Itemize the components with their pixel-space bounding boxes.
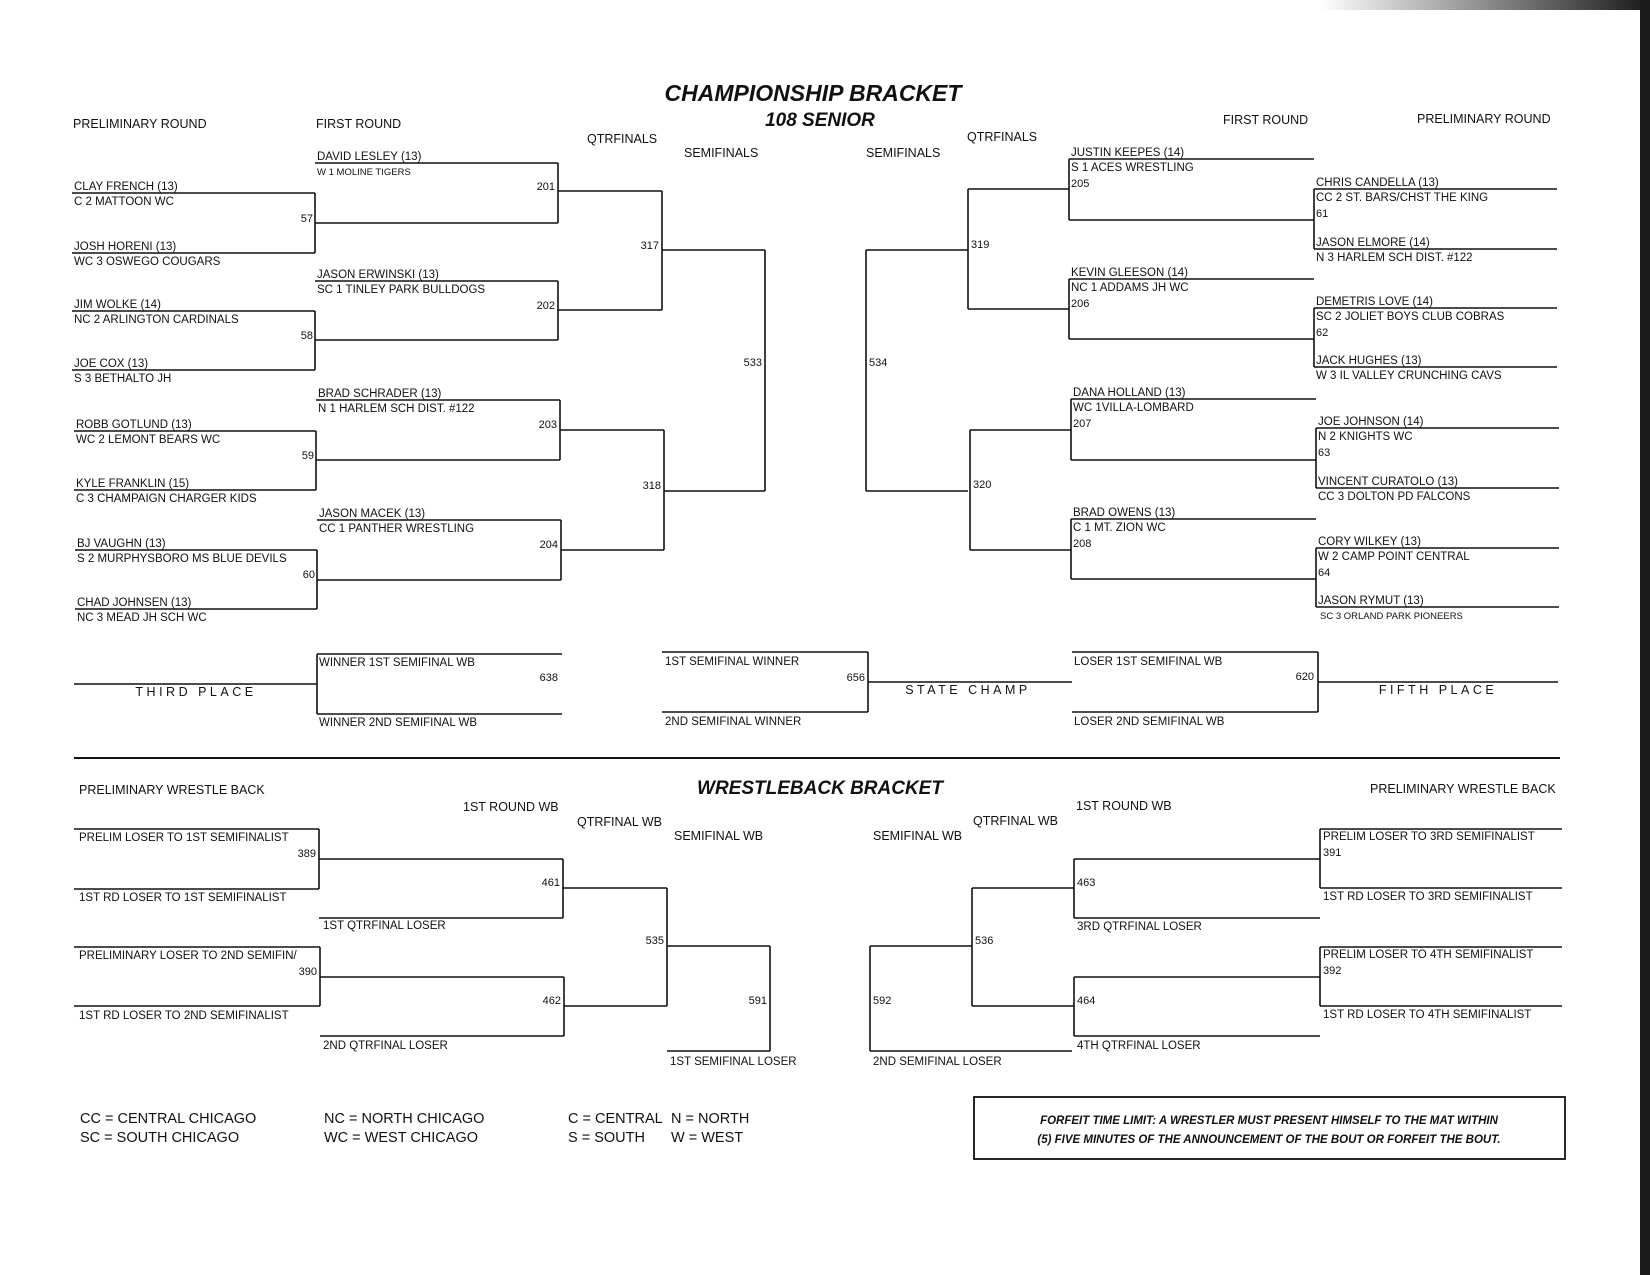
left-qtr-semi-lines <box>558 191 765 550</box>
right-prelim-4-team: W 3 IL VALLEY CRUNCHING CAVS <box>1316 370 1502 382</box>
wb-left-semifinal-label: SEMIFINAL WB <box>674 829 764 843</box>
bout-317: 317 <box>640 240 659 252</box>
left-prelim-5-name: ROBB GOTLUND (13) <box>76 419 192 431</box>
left-prelim-3-name: JIM WOLKE (14) <box>74 299 161 311</box>
bout-202: 202 <box>536 300 555 312</box>
right-seed-2-team: NC 1 ADDAMS JH WC <box>1071 282 1189 294</box>
bout-591: 591 <box>748 995 767 1007</box>
right-prelim-6-name: VINCENT CURATOLO (13) <box>1318 476 1458 488</box>
right-seed-1-name: JUSTIN KEEPES (14) <box>1071 147 1185 159</box>
left-prelim-3-team: NC 2 ARLINGTON CARDINALS <box>74 314 239 326</box>
bout-638: 638 <box>539 672 558 684</box>
left-prelim-4-name: JOE COX (13) <box>74 358 149 370</box>
bout-320: 320 <box>973 479 992 491</box>
right-prelim-1-name: CHRIS CANDELLA (13) <box>1316 177 1439 189</box>
right-prelim-2-name: JASON ELMORE (14) <box>1316 237 1430 249</box>
bout-201: 201 <box>536 181 555 193</box>
left-qtrfinals-label: QTRFINALS <box>587 132 658 146</box>
wb-left-qtrfinal-label: QTRFINAL WB <box>577 815 662 829</box>
wb-right-qtr-loser-1: 3RD QTRFINAL LOSER <box>1077 921 1202 933</box>
second-semifinal-winner: 2ND SEMIFINAL WINNER <box>665 716 802 728</box>
bout-319: 319 <box>971 239 990 251</box>
placement-lines <box>74 652 1558 714</box>
right-seed-4-name: BRAD OWENS (13) <box>1073 507 1176 519</box>
wb-right-3: PRELIM LOSER TO 4TH SEMIFINALIST <box>1323 949 1534 961</box>
wb-left-3: PRELIMINARY LOSER TO 2ND SEMIFIN/ <box>79 950 297 962</box>
bout-461: 461 <box>541 877 560 889</box>
bout-318: 318 <box>642 480 661 492</box>
right-prelim-3-team: SC 2 JOLIET BOYS CLUB COBRAS <box>1316 311 1505 323</box>
bout-390: 390 <box>298 966 317 978</box>
loser-2nd-semifinal-wb: LOSER 2ND SEMIFINAL WB <box>1074 716 1225 728</box>
winner-1st-semifinal-wb: WINNER 1ST SEMIFINAL WB <box>319 657 475 669</box>
wb-left-semi-loser: 1ST SEMIFINAL LOSER <box>670 1056 797 1068</box>
bout-533: 533 <box>743 357 762 369</box>
legend-sc: SC = SOUTH CHICAGO <box>80 1130 240 1146</box>
left-prelim-1-team: C 2 MATTOON WC <box>74 196 174 208</box>
left-seed-2-team: SC 1 TINLEY PARK BULLDOGS <box>317 284 486 296</box>
left-first-round-label: FIRST ROUND <box>316 117 402 131</box>
right-first-round-label: FIRST ROUND <box>1223 113 1309 127</box>
bracket-title: CHAMPIONSHIP BRACKET <box>664 80 962 106</box>
left-prelim-6-name: KYLE FRANKLIN (15) <box>76 478 190 490</box>
left-seed-2-name: JASON ERWINSKI (13) <box>317 269 439 281</box>
bout-63: 63 <box>1318 447 1331 459</box>
bout-62: 62 <box>1316 327 1329 339</box>
loser-1st-semifinal-wb: LOSER 1ST SEMIFINAL WB <box>1074 656 1223 668</box>
wb-left-1: PRELIM LOSER TO 1ST SEMIFINALIST <box>79 832 289 844</box>
right-seed-3-name: DANA HOLLAND (13) <box>1073 387 1186 399</box>
left-prelim-2-name: JOSH HORENI (13) <box>74 241 177 253</box>
wb-right-4: 1ST RD LOSER TO 4TH SEMIFINALIST <box>1323 1009 1532 1021</box>
legend-c: C = CENTRAL <box>568 1111 663 1127</box>
right-prelim-1-team: CC 2 ST. BARS/CHST THE KING <box>1316 192 1489 204</box>
right-seed-1-team: S 1 ACES WRESTLING <box>1071 162 1194 174</box>
right-prelim-7-team: W 2 CAMP POINT CENTRAL <box>1318 551 1470 563</box>
bout-464: 464 <box>1077 995 1096 1007</box>
bout-58: 58 <box>300 330 313 342</box>
bout-463: 463 <box>1077 877 1096 889</box>
bout-208: 208 <box>1073 538 1092 550</box>
wb-left-4: 1ST RD LOSER TO 2ND SEMIFINALIST <box>79 1010 289 1022</box>
right-prelim-round-label: PRELIMINARY ROUND <box>1417 112 1551 126</box>
wb-right-first-round-label: 1ST ROUND WB <box>1076 799 1172 813</box>
bout-536: 536 <box>975 935 994 947</box>
left-seed-3-name: BRAD SCHRADER (13) <box>318 388 442 400</box>
wb-right-semi-loser: 2ND SEMIFINAL LOSER <box>873 1056 1002 1068</box>
right-prelim-5-name: JOE JOHNSON (14) <box>1318 416 1424 428</box>
wb-right-1: PRELIM LOSER TO 3RD SEMIFINALIST <box>1323 831 1535 843</box>
wb-right-qtr-loser-2: 4TH QTRFINAL LOSER <box>1077 1040 1201 1052</box>
right-semi-qtr-lines <box>866 189 1071 550</box>
wb-left-2: 1ST RD LOSER TO 1ST SEMIFINALIST <box>79 892 287 904</box>
right-prelim-2-team: N 3 HARLEM SCH DIST. #122 <box>1316 252 1473 264</box>
bout-59: 59 <box>301 450 314 462</box>
left-prelim-4-team: S 3 BETHALTO JH <box>74 373 172 385</box>
first-semifinal-winner: 1ST SEMIFINAL WINNER <box>665 656 800 668</box>
wb-right-qtrfinal-label: QTRFINAL WB <box>973 814 1058 828</box>
wb-left-prelim-label: PRELIMINARY WRESTLE BACK <box>79 783 265 797</box>
right-prelim-6-team: CC 3 DOLTON PD FALCONS <box>1318 491 1471 503</box>
bout-60: 60 <box>302 569 315 581</box>
left-seed-4-name: JASON MACEK (13) <box>319 508 426 520</box>
bout-57: 57 <box>300 213 313 225</box>
right-qtrfinals-label: QTRFINALS <box>967 130 1038 144</box>
left-prelim-7-team: S 2 MURPHYSBORO MS BLUE DEVILS <box>77 553 287 565</box>
bout-203: 203 <box>538 419 557 431</box>
bout-64: 64 <box>1318 567 1331 579</box>
bout-61: 61 <box>1316 208 1329 220</box>
legend-wc: WC = WEST CHICAGO <box>324 1130 479 1146</box>
wb-left-qtr-loser-2: 2ND QTRFINAL LOSER <box>323 1040 448 1052</box>
right-prelim-8-name: JASON RYMUT (13) <box>1318 595 1424 607</box>
third-place-label: THIRD PLACE <box>135 685 257 699</box>
left-prelim-5-team: WC 2 LEMONT BEARS WC <box>76 434 221 446</box>
bout-592: 592 <box>873 995 892 1007</box>
winner-2nd-semifinal-wb: WINNER 2ND SEMIFINAL WB <box>319 717 478 729</box>
legend-cc: CC = CENTRAL CHICAGO <box>80 1111 257 1127</box>
right-prelim-3-name: DEMETRIS LOVE (14) <box>1316 296 1433 308</box>
right-prelim-4-name: JACK HUGHES (13) <box>1316 355 1422 367</box>
wrestleback-title: WRESTLEBACK BRACKET <box>697 778 943 799</box>
bout-206: 206 <box>1071 298 1090 310</box>
left-semifinals-label: SEMIFINALS <box>684 146 759 160</box>
legend-s: S = SOUTH <box>568 1130 645 1146</box>
bout-391: 391 <box>1323 847 1342 859</box>
right-prelim-5-team: N 2 KNIGHTS WC <box>1318 431 1413 443</box>
right-seed-4-team: C 1 MT. ZION WC <box>1073 522 1166 534</box>
state-champ-label: STATE CHAMP <box>905 683 1031 697</box>
left-seed-3-team: N 1 HARLEM SCH DIST. #122 <box>318 403 475 415</box>
wb-left-first-round-label: 1ST ROUND WB <box>463 800 559 814</box>
left-seed-1-team: W 1 MOLINE TIGERS <box>317 167 411 178</box>
left-prelim-1-name: CLAY FRENCH (13) <box>74 181 178 193</box>
forfeit-notice-line-2: (5) FIVE MINUTES OF THE ANNOUNCEMENT OF THE BOUT OR FORFEIT THE BOUT. <box>1037 1134 1501 1146</box>
bout-462: 462 <box>542 995 561 1007</box>
right-prelim-7-name: CORY WILKEY (13) <box>1318 536 1421 548</box>
bout-620: 620 <box>1295 671 1314 683</box>
weight-class-title: 108 SENIOR <box>765 110 875 131</box>
left-prelim-8-name: CHAD JOHNSEN (13) <box>77 597 192 609</box>
legend-w: W = WEST <box>671 1130 744 1146</box>
right-seed-2-name: KEVIN GLEESON (14) <box>1071 267 1188 279</box>
bout-392: 392 <box>1323 965 1342 977</box>
left-seed-4-team: CC 1 PANTHER WRESTLING <box>319 523 475 535</box>
bout-207: 207 <box>1073 418 1092 430</box>
bout-389: 389 <box>297 848 316 860</box>
legend-nc: NC = NORTH CHICAGO <box>324 1111 485 1127</box>
left-prelim-round-label: PRELIMINARY ROUND <box>73 117 207 131</box>
left-seed-1-name: DAVID LESLEY (13) <box>317 151 422 163</box>
bout-205: 205 <box>1071 178 1090 190</box>
left-prelim-6-team: C 3 CHAMPAIGN CHARGER KIDS <box>76 493 257 505</box>
bout-204: 204 <box>539 539 558 551</box>
bout-535: 535 <box>645 935 664 947</box>
left-prelim-7-name: BJ VAUGHN (13) <box>77 538 166 550</box>
forfeit-notice-line-1: FORFEIT TIME LIMIT: A WRESTLER MUST PRESENT HIMSELF TO THE MAT WITHIN <box>1040 1115 1498 1127</box>
wb-right-2: 1ST RD LOSER TO 3RD SEMIFINALIST <box>1323 891 1533 903</box>
legend-n: N = NORTH <box>671 1111 750 1127</box>
left-prelim-2-team: WC 3 OSWEGO COUGARS <box>74 256 221 268</box>
right-seed-3-team: WC 1VILLA-LOMBARD <box>1073 402 1194 414</box>
bout-534: 534 <box>869 357 888 369</box>
wb-right-semifinal-label: SEMIFINAL WB <box>873 829 963 843</box>
wb-right-prelim-label: PRELIMINARY WRESTLE BACK <box>1370 782 1556 796</box>
wb-left-qtr-loser-1: 1ST QTRFINAL LOSER <box>323 920 446 932</box>
left-prelim-8-team: NC 3 MEAD JH SCH WC <box>77 612 207 624</box>
right-prelim-8-team: SC 3 ORLAND PARK PIONEERS <box>1320 611 1463 622</box>
bout-656: 656 <box>846 672 865 684</box>
forfeit-notice-box <box>974 1097 1565 1159</box>
fifth-place-label: FIFTH PLACE <box>1378 683 1498 697</box>
right-semifinals-label: SEMIFINALS <box>866 146 941 160</box>
